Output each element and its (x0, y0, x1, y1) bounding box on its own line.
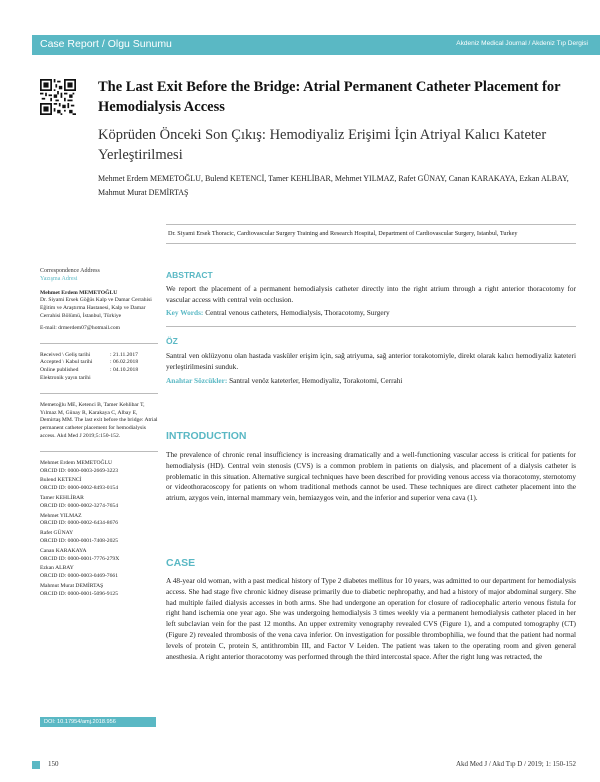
footer-journal: Akd Med J / Akd Tıp D / 2019; 1: 150-152 (455, 760, 576, 768)
divider (40, 343, 158, 344)
date-row: Received \ Geliş tarihi : 21.11.2017 (40, 351, 138, 358)
oz-keywords (166, 376, 576, 387)
abstract-text: We report the placement of a permanent hemodialysis catheter directly into the right atrium through a right anterior thoracotomy for vascular access with central vein occlusion. (166, 284, 576, 304)
divider (40, 393, 158, 394)
orcid-item: Mehmet Erdem MEMETOĞLU ORCID ID: 0000-0003-2669-3223 (40, 459, 118, 474)
anahtar-label: Anahtar Sözcükler: (166, 376, 228, 385)
case-heading: CASE (166, 557, 196, 569)
orcid-item: Ezkan ALBAY ORCID ID: 0000-0003-0469-7661 (40, 565, 118, 580)
affiliation: Dr. Siyami Ersek Thoracic, Cardiovascular Surgery Training and Research Hospital, Department of Cardiovascular Surgery, Istanbul, Turkey (166, 224, 576, 244)
orcid-item: Rafet GÜNAY ORCID ID: 0000-0001-7408-2025 (40, 530, 118, 544)
case-text: A 48-year old woman, with a past medical history of Type 2 diabetes mellitus for 10 years, was admitted to our department for hemodialysis access. She had stage five chronic kidney disease primarily due to diabetic nephropathy, and had a history of major abdominal surgery. She had multiple failed dialysis accesses in both arms. She had undergone an operation for closure of radiocephalic arterio venous fistula for right hand ischemia one year ago. She was undergoing hemodialysis 3 times weekly via a permanent hemodialysis catheter placed in her left subclavian vein for the past 12 months. An upper extremity venography revealed CVS (Figure 1), and a computed tomography (CT) (Figure 2) revealed thrombosis of the vena cava inferior. On investigation for possible thrombophilia, we found that the patient had normal levels of protein C, protein S, antithrombin III, and Factor V Leiden. The patient was taken to the operating room and given general anesthesia. A right anterior thoracotomy was performed through the third intercostal space. After the right lung was retracted, the (166, 576, 576, 661)
correspondence-block (40, 268, 158, 333)
abstract-keywords (166, 308, 576, 319)
dates-block (40, 352, 158, 383)
introduction-text: The prevalence of chronic renal insufficiency is increasing dramatically and a well-functioning vascular access is critical for patients for hemodialysis (HD). Central vein stenosis (CVS) is a common problem in patients on dialysis, and placement of a dialysis catheter is problematic in this situation. Alternative surgical techniques have been described for providing venous access via thoracotomy, sternotomy or videothoracoscopy for patients on whom traditional methods cannot be used. These techniques are direct catheter placement into the atrium, azygos vein, internal mammary vein, hemiazygos vein, and the inferior and superior vena cava (1). (166, 450, 576, 503)
correspondence-name: Mehmet Erdem MEMETOĞLU (40, 289, 118, 296)
orcid-item: Tamer KEHLİBAR ORCID ID: 0000-0002-3274-7654 (40, 494, 118, 509)
doi-badge[interactable]: DOI: 10.17954/amj.2018.956 (40, 717, 156, 727)
journal-label: Akdeniz Medical Journal / Akdeniz Tıp Dergisi (456, 40, 588, 47)
correspondence-heading: Correspondence Address (40, 268, 100, 274)
citation-block: Memetoğlu ME, Ketenci B, Tamer Kehlibar T, Yılmaz M, Günay R, Karakaya C, Albay E, Demirtaş MM. The last exit before the bridge: Atrial permanent catheter placement for hemodialysis access. Akd Med J 2019;5:150-152. (40, 401, 158, 439)
orcid-item: Canan KARAKAYA ORCID ID: 0000-0001-7776-279X (40, 547, 120, 562)
correspondence-address: Dr. Siyami Ersek Göğüs Kalp ve Damar Cerrahisi Eğitim ve Araştırma Hastanesi, Kalp ve Damar Cerrahisi Bölümü, İstanbul, Türkiye (40, 297, 152, 319)
date-row: Accepted \ Kabul tarihi : 06.02.2018 (40, 359, 139, 366)
header-bar (32, 35, 600, 55)
oz-heading: ÖZ (166, 336, 178, 346)
keywords-label: Key Words: (166, 308, 204, 317)
orcid-block (40, 460, 158, 599)
anahtar-value: Santral venöz kateterler, Hemodiyaliz, Torakotomi, Cerrahi (229, 376, 403, 385)
orcid-item: Mahmut Murat DEMİRTAŞ ORCID ID: 0000-0001-5096-9125 (40, 582, 118, 597)
keywords-value: Central venous catheters, Hemodialysis, Thoracotomy, Surgery (205, 308, 390, 317)
page-number: 150 (48, 760, 59, 768)
introduction-heading: INTRODUCTION (166, 430, 247, 442)
section-label: Case Report / Olgu Sunumu (40, 38, 172, 50)
title-english: The Last Exit Before the Bridge: Atrial Permanent Catheter Placement for Hemodialysis Access (98, 79, 561, 115)
title-turkish: Köprüden Önceki Son Çıkış: Hemodiyaliz Erişimi İçin Atriyal Kalıcı Kateter Yerleştirilmesi (98, 127, 547, 163)
date-row: Elektronik yayın tarihi (40, 374, 91, 381)
orcid-item: Bulend KETENCİ ORCID ID: 0000-0002-8493-0154 (40, 477, 118, 492)
correspondence-email[interactable]: E-mail: drmerdem07@hotmail.com (40, 324, 121, 331)
author-list: Mehmet Erdem MEMETOĞLU, Bulend KETENCİ, Tamer KEHLİBAR, Mehmet YILMAZ, Rafet GÜNAY, Canan KARAKAYA, Ezkan ALBAY, Mahmut Murat DEMİRTAŞ (98, 174, 569, 197)
divider (166, 326, 576, 327)
orcid-item: Mehmet YILMAZ ORCID ID: 0000-0002-6434-8676 (40, 512, 118, 527)
sidebar (40, 268, 158, 609)
qr-code-icon (40, 79, 76, 115)
correspondence-subheading: Yazışma Adresi (40, 275, 78, 282)
divider (40, 451, 158, 452)
abstract-heading: ABSTRACT (166, 270, 213, 280)
footer-marker (32, 761, 40, 769)
date-row: Online published : 04.10.2018 (40, 367, 139, 374)
oz-text: Santral ven oklüzyonu olan hastada vasküler erişim için, sağ atriyuma, sağ anterior torakotomiyle, direkt olarak kalıcı hemodiyaliz kateteri yerleştirilmesini sunduk. (166, 351, 576, 371)
